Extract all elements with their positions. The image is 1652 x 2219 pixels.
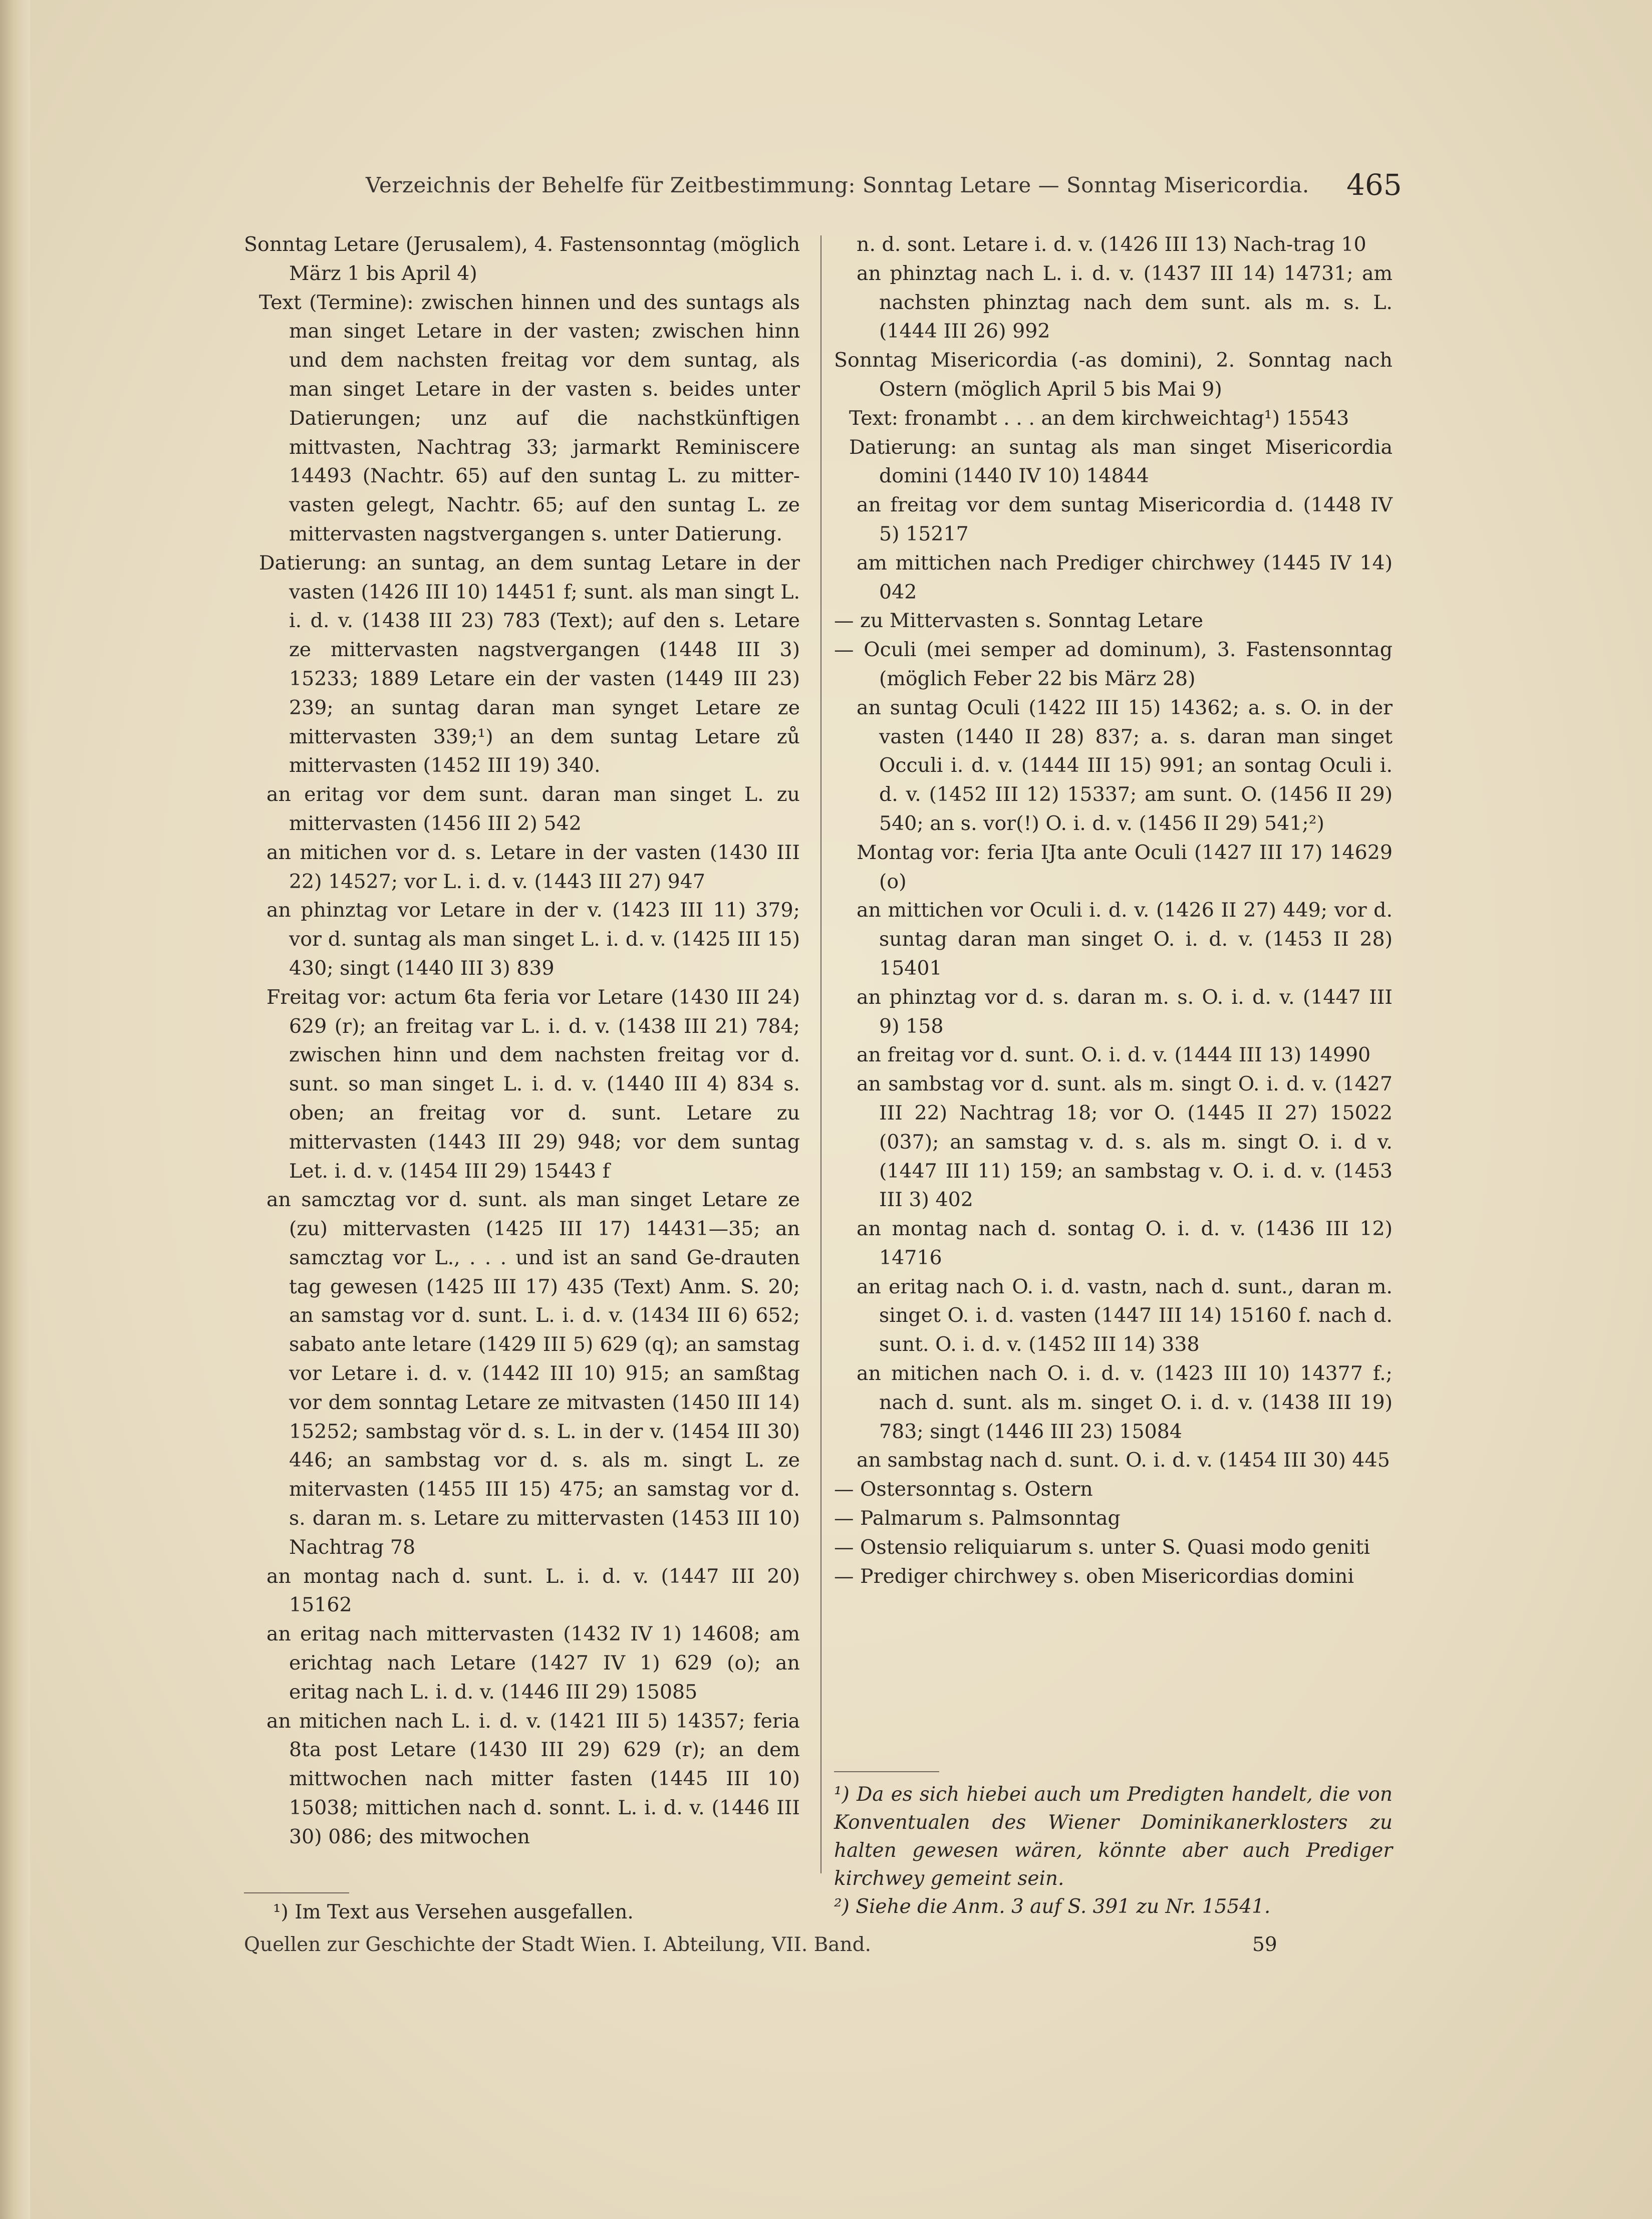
entry-letare-text: Text (Termine): zwischen hinnen und des suntags als man singet Letare in der vasten; zwischen hinn und dem nachsten freitag vor dem suntag, als man singet Letare in der vasten s. beides unter Datierungen; unz auf die nachstkünftigen mittvasten, Nachtrag 33; jarmarkt Reminiscere 14493 (Nachtr. 65) auf den suntag L. zu mitter-vasten gelegt, Nachtr. 65; auf den suntag L. ze mittervasten nagstvergangen s. unter Datierung.: [259, 291, 800, 545]
entry-oculi-mitichen-nach: an mitichen nach O. i. d. v. (1423 III 10) 14377 f.; nach d. sunt. als m. singet O. i. d. v. (1438 III 19) 783; singt (1446 III 23) 15084: [857, 1362, 1393, 1443]
entry-misericordia-text: Text: fronambt . . . an dem kirchweichtag¹) 15543: [849, 406, 1349, 430]
sheet-number: 59: [1252, 1933, 1277, 1956]
entry-misericordia-heading: Sonntag Misericordia (-as domini), 2. Sonntag nach Ostern (möglich April 5 bis Mai 9): [834, 349, 1393, 401]
entry-letare-mitichen-nach: an mitichen nach L. i. d. v. (1421 III 5) 14357; feria 8ta post Letare (1430 III 29) 629 (r); an dem mittwochen nach mitter fasten (1445 III 10) 15038; mittichen nach d. sonnt. L. i. d. v. (1446 III 30) 086; des mitwochen: [266, 1709, 800, 1848]
entry-oculi-sambstag-nach: an sambstag nach d. sunt. O. i. d. v. (1454 III 30) 445: [857, 1449, 1390, 1472]
entry-letare-freitag-vor: Freitag vor: actum 6ta feria vor Letare (1430 III 24) 629 (r); an freitag var L. i. d. v. (1438 III 21) 784; zwischen hinn und dem nachsten freitag vor d. sunt. so man singet L. i. d. v. (1440 III 4) 834 s. oben; an freitag vor d. sunt. Letare zu mittervasten (1443 III 29) 948; vor dem suntag Let. i. d. v. (1454 III 29) 15443 f: [266, 985, 800, 1183]
binding-edge: [0, 0, 30, 2219]
running-title: Verzeichnis der Behelfe für Zeitbestimmung: Sonntag Letare — Sonntag Misericordia.: [366, 173, 1309, 197]
entry-oculi-suntag: an suntag Oculi (1422 III 15) 14362; a. s. O. in der vasten (1440 II 28) 837; a. s. daran man singet Occuli i. d. v. (1444 III 15) 991; an sontag Oculi i. d. v. (1452 III 12) 15337; am sunt. O. (1456 II 29) 540; an s. vor(!) O. i. d. v. (1456 II 29) 541;²): [857, 696, 1393, 835]
entry-oculi-phinztag-vor: an phinztag vor d. s. daran m. s. O. i. d. v. (1447 III 9) 158: [857, 985, 1393, 1038]
entry-oculi-mittichen-vor: an mittichen vor Oculi i. d. v. (1426 II 27) 449; vor d. suntag daran man singet O. i. d. v. (1453 II 28) 15401: [857, 899, 1393, 980]
entry-misericordia-datierung: Datierung: an suntag als man singet Misericordia domini (1440 IV 10) 14844: [849, 435, 1393, 488]
entry-letare-samcztag-vor: an samcztag vor d. sunt. als man singet Letare ze (zu) mittervasten (1425 III 17) 14431—35; an samcztag vor L., . . . und ist an sand Ge-drauten tag gewesen (1425 III 17) 435 (Text) Anm. S. 20; an samstag vor d. sunt. L. i. d. v. (1434 III 6) 652; sabato ante letare (1429 III 5) 629 (q); an samstag vor Letare i. d. v. (1442 III 10) 915; an samßtag vor dem sonntag Letare ze mitvasten (1450 III 14) 15252; sambstag vör d. s. L. in der v. (1454 III 30) 446; an sambstag vor d. s. als m. singt L. ze mitervasten (1455 III 15) 475; an samstag vor d. s. daran m. s. Letare zu mittervasten (1453 III 10) Nachtrag 78: [266, 1188, 800, 1559]
entry-misericordia-freitag: an freitag vor dem suntag Misericordia d. (1448 IV 5) 15217: [857, 493, 1393, 545]
footnote-rule-left: [244, 1892, 349, 1893]
right-column: [834, 230, 1393, 1591]
entry-misericordia-mittichen: am mittichen nach Prediger chirchwey (1445 IV 14) 042: [857, 551, 1393, 604]
entry-letare-heading: Sonntag Letare (Jerusalem), 4. Fastensonntag (möglich März 1 bis April 4): [244, 233, 800, 285]
entry-mittervasten: — zu Mittervasten s. Sonntag Letare: [834, 609, 1203, 633]
entry-letare-mitichen-vor: an mitichen vor d. s. Letare in der vasten (1430 III 22) 14527; vor L. i. d. v. (1443 III 27) 947: [266, 841, 800, 893]
entry-letare-montag-nach: an montag nach d. sunt. L. i. d. v. (1447 III 20) 15162: [266, 1564, 800, 1617]
entry-oculi-montag-nach: an montag nach d. sontag O. i. d. v. (1436 III 12) 14716: [857, 1217, 1393, 1269]
footnotes-right: [834, 1781, 1393, 1921]
footnote-right-1: ¹) Da es sich hiebei auch um Predigten handelt, die von Konventualen des Wiener Dominikanerklosters zu halten gewesen wären, könnte aber auch Prediger kirchwey gemeint sein.: [834, 1783, 1393, 1890]
entry-letare-continued: n. d. sont. Letare i. d. v. (1426 III 13) Nach-trag 10: [857, 233, 1366, 256]
entry-letare-phinztag-nach: an phinztag nach L. i. d. v. (1437 III 14) 14731; am nachsten phinztag nach dem sunt. als m. s. L. (1444 III 26) 992: [857, 261, 1393, 343]
entry-oculi-heading: — Oculi (mei semper ad dominum), 3. Fastensonntag (möglich Feber 22 bis März 28): [834, 638, 1393, 690]
entry-oculi-montag-vor: Montag vor: feria IJta ante Oculi (1427 III 17) 14629 (o): [857, 841, 1393, 893]
entry-palmarum: — Palmarum s. Palmsonntag: [834, 1507, 1121, 1530]
entry-letare-eritag-vor: an eritag vor dem sunt. daran man singet L. zu mittervasten (1456 III 2) 542: [266, 783, 800, 835]
page-number: 465: [1346, 168, 1402, 202]
footnote-left: ¹) Im Text aus Versehen ausgefallen.: [273, 1901, 634, 1923]
column-divider: [820, 235, 821, 1873]
footnote-right-2: ²) Siehe die Anm. 3 auf S. 391 zu Nr. 15541.: [834, 1895, 1271, 1918]
footer-source: Quellen zur Geschichte der Stadt Wien. I. Abteilung, VII. Band.: [244, 1933, 872, 1956]
entry-oculi-sambstag-vor: an sambstag vor d. sunt. als m. singt O. i. d. v. (1427 III 22) Nachtrag 18; vor O. (1445 II 27) 15022 (037); an samstag v. d. s. als m. singt O. i. d v. (1447 III 11) 159; an sambstag v. O. i. d. v. (1453 III 3) 402: [857, 1072, 1393, 1212]
entry-oculi-freitag-vor: an freitag vor d. sunt. O. i. d. v. (1444 III 13) 14990: [857, 1043, 1371, 1067]
entry-letare-datierung: Datierung: an suntag, an dem suntag Letare in der vasten (1426 III 10) 14451 f; sunt. als man singt L. i. d. v. (1438 III 23) 783 (Text); auf den s. Letare ze mittervasten nagstvergangen (1448 III 3) 15233; 1889 Letare ein der vasten (1449 III 23) 239; an suntag daran man synget Letare ze mittervasten 339;¹) an dem suntag Letare zů mittervasten (1452 III 19) 340.: [259, 551, 800, 777]
entry-letare-phinztag-vor: an phinztag vor Letare in der v. (1423 III 11) 379; vor d. suntag als man singet L. i. d. v. (1425 III 15) 430; singt (1440 III 3) 839: [266, 899, 800, 980]
entry-letare-eritag-nach: an eritag nach mittervasten (1432 IV 1) 14608; am erichtag nach Letare (1427 IV 1) 629 (o); an eritag nach L. i. d. v. (1446 III 29) 15085: [266, 1622, 800, 1704]
entry-prediger-chirchwey: — Prediger chirchwey s. oben Misericordias domini: [834, 1564, 1354, 1588]
entry-oculi-eritag-nach: an eritag nach O. i. d. vastn, nach d. sunt., daran m. singet O. i. d. vasten (1447 III 14) 15160 f. nach d. sunt. O. i. d. v. (1452 III 14) 338: [857, 1275, 1393, 1356]
footnote-rule-right: [834, 1771, 939, 1772]
entry-ostersonntag: — Ostersonntag s. Ostern: [834, 1478, 1093, 1501]
entry-ostensio: — Ostensio reliquiarum s. unter S. Quasi modo geniti: [834, 1535, 1370, 1559]
left-column: [244, 230, 800, 1852]
